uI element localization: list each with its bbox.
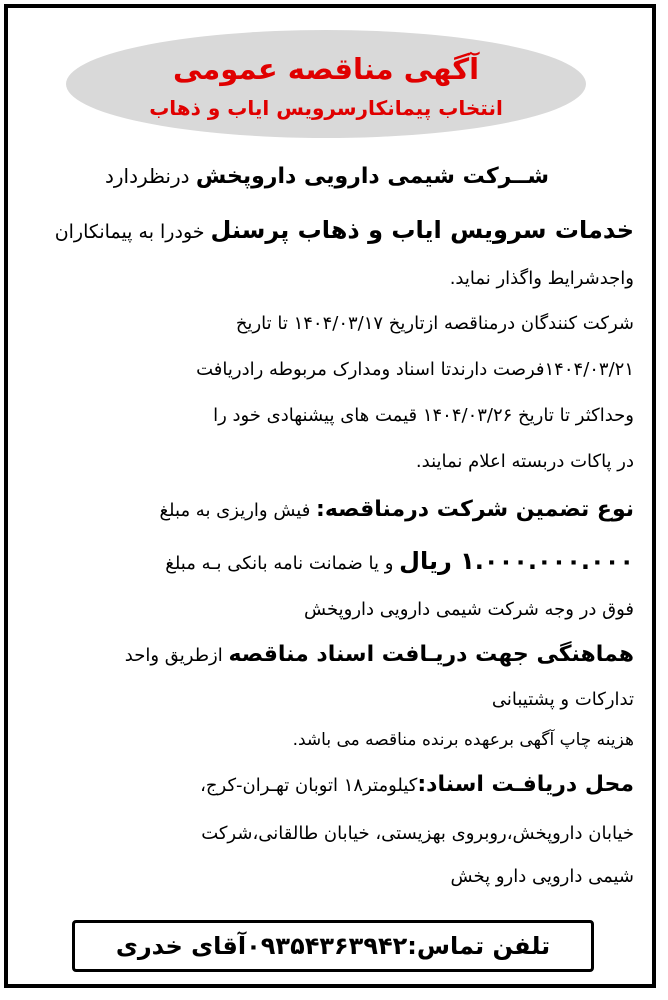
guarantee-rest: فیش واریزی به مبلغ — [159, 500, 317, 521]
contact-box — [72, 920, 594, 972]
guarantee-label: نوع تضمین شرکت درمناقصه: — [316, 497, 634, 522]
contact-phone: تلفن تماس:۰۹۳۵۴۳۶۳۹۴۲آقای خدری — [115, 932, 551, 960]
address-line-2: خیابان داروپخش،روبروی بهزیستی، خیابان طالقانی،شرکت — [201, 823, 634, 844]
period-line-1: شرکت کنندگان درمناقصه ازتاریخ ۱۴۰۴/۰۳/۱۷ تا تاریخ — [235, 313, 634, 334]
notice-subtitle: انتخاب پیمانکارسرویس ایاب و ذهاب — [149, 96, 503, 120]
coordination-line-2: تدارکات و پشتیبانی — [491, 689, 634, 710]
address-rest: کیلومتر۱۸ اتوبان تهـران-کرج، — [200, 775, 418, 796]
service-line — [20, 205, 634, 257]
guarantee-line — [20, 485, 634, 536]
address-line — [20, 760, 634, 811]
company-name: شــرکت شیمی دارویی داروپخش — [195, 164, 550, 189]
service-rest: خودرا به پیمانکاران — [54, 221, 211, 243]
coordination-label: هماهنگی جهت دریـافت اسناد مناقصه — [228, 642, 634, 667]
notice-title: آگهی مناقصه عمومی — [172, 52, 480, 86]
amount-line — [20, 536, 634, 589]
period-line-4: در پاکات دربسته اعلام نمایند. — [415, 451, 634, 472]
service-name: خدمات سرویس ایاب و ذهاب پرسنل — [210, 216, 634, 244]
coordination-line — [20, 631, 634, 680]
amount-line-2: فوق در وجه شرکت شیمی دارویی داروپخش — [304, 599, 634, 620]
address-label: محل دریافـت اسناد: — [417, 772, 634, 797]
cost-line: هزینه چاپ آگهی برعهده برنده مناقصه می باشد. — [292, 730, 634, 750]
guarantee-amount: ۱.۰۰۰.۰۰۰.۰۰۰ ریال — [399, 547, 634, 575]
coordination-rest: ازطریق واحد — [124, 645, 229, 666]
company-intent: درنظردارد — [104, 164, 196, 188]
notice-body — [20, 148, 634, 897]
qualified-line: واجدشرایط واگذار نماید. — [449, 268, 634, 289]
amount-rest: و یا ضمانت نامه بانکی بـه مبلغ — [165, 553, 400, 574]
period-line-3: وحداکثر تا تاریخ ۱۴۰۴/۰۳/۲۶ قیمت های پیشنهادی خود را — [213, 405, 634, 426]
period-line-2: ۱۴۰۴/۰۳/۲۱فرصت دارندتا اسناد ومدارک مربوطه رادریافت — [196, 359, 634, 380]
address-line-3: شیمی دارویی دارو پخش — [450, 866, 634, 887]
company-line — [20, 148, 634, 205]
